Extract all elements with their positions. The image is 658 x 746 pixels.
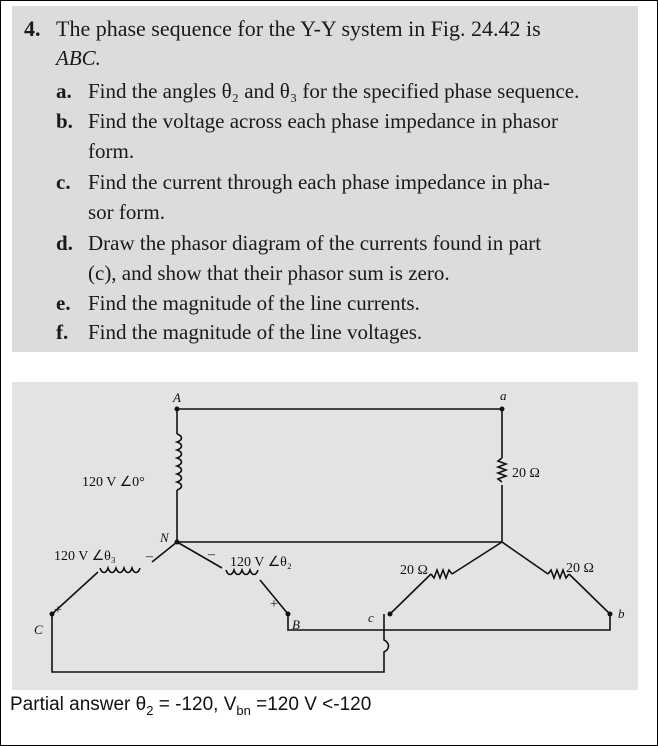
part-f-text: Find the magnitude of the line voltages. [88,320,423,344]
part-d-text-1: Draw the phasor diagram of the currents found in part [88,231,542,255]
wire-source-c-upper [152,542,177,562]
problem-intro-line2: ABC. [56,46,101,70]
circuit-figure [12,382,638,690]
answer-mid: = -120, V [153,694,237,715]
label-node-C: C [34,622,43,637]
node-a-dot [500,407,505,412]
part-e-label: e. [56,291,71,315]
part-a-label: a. [56,79,72,103]
answer-prefix: Partial answer θ [10,694,147,715]
wire-load-c-upper [452,542,502,574]
problem-statement [12,6,638,352]
label-node-B: B [292,617,300,632]
node-b-dot [608,612,613,617]
wire-load-c-lower [390,574,431,614]
label-source-cn: 120 V ∠θ₃ [54,549,116,564]
label-load-c: 20 Ω [400,563,428,578]
part-d-text-2: (c), and show that their phasor sum is zero. [88,261,450,285]
node-B-dot [286,612,291,617]
node-A-dot [175,407,180,412]
part-c-text-1: Find the current through each phase impedance in pha- [88,170,550,194]
coil-source-bn [226,570,258,575]
resistor-load-c [431,570,452,578]
wire-load-b-upper [502,542,548,574]
wire-line-a [177,409,502,458]
wire-line-c [52,572,389,672]
coil-source-an [177,434,182,490]
label-node-b: b [618,606,625,621]
resistor-load-a [498,458,506,482]
circuit-diagram [12,382,638,690]
label-source-bn-minus: – [208,547,215,562]
part-b-text-2: form. [88,139,135,163]
part-b-text-1: Find the voltage across each phase impedance in phasor [88,109,559,133]
label-node-A: A [173,390,181,405]
node-c-dot [388,612,393,617]
label-source-bn: 120 V ∠θ₂ [230,555,292,570]
part-a-text: Find the angles θ₂ and θ₃ for the specified phase sequence. [88,79,580,103]
answer-suffix: =120 V <-120 [250,694,372,715]
label-node-c: c [368,610,374,625]
wire-source-b-upper [177,542,222,568]
coil-source-cn [100,568,140,573]
problem-number: 4. [24,16,41,41]
part-c-text-2: sor form. [88,200,165,224]
label-node-a: a [500,388,507,403]
part-e-text: Find the magnitude of the line currents. [88,291,420,315]
label-source-cn-plus: + [54,603,62,618]
label-source-bn-plus: + [270,597,278,612]
label-load-b: 20 Ω [566,561,594,576]
part-f-label: f. [56,320,69,344]
label-source-an: 120 V ∠0° [82,475,145,490]
part-b-label: b. [56,109,73,133]
problem-intro-line1: The phase sequence for the Y-Y system in Fig. 24.42 is [56,16,541,41]
label-node-N: N [160,530,169,545]
part-c-label: c. [56,170,71,194]
answer-theta-sub: 2 [146,702,154,718]
answer-v-sub: bn [236,702,251,718]
partial-answer [10,694,371,718]
node-N-dot [175,540,180,545]
wire-line-b [288,574,610,630]
part-d-label: d. [56,231,73,255]
label-load-a: 20 Ω [512,466,540,481]
label-source-cn-minus: – [146,549,153,564]
